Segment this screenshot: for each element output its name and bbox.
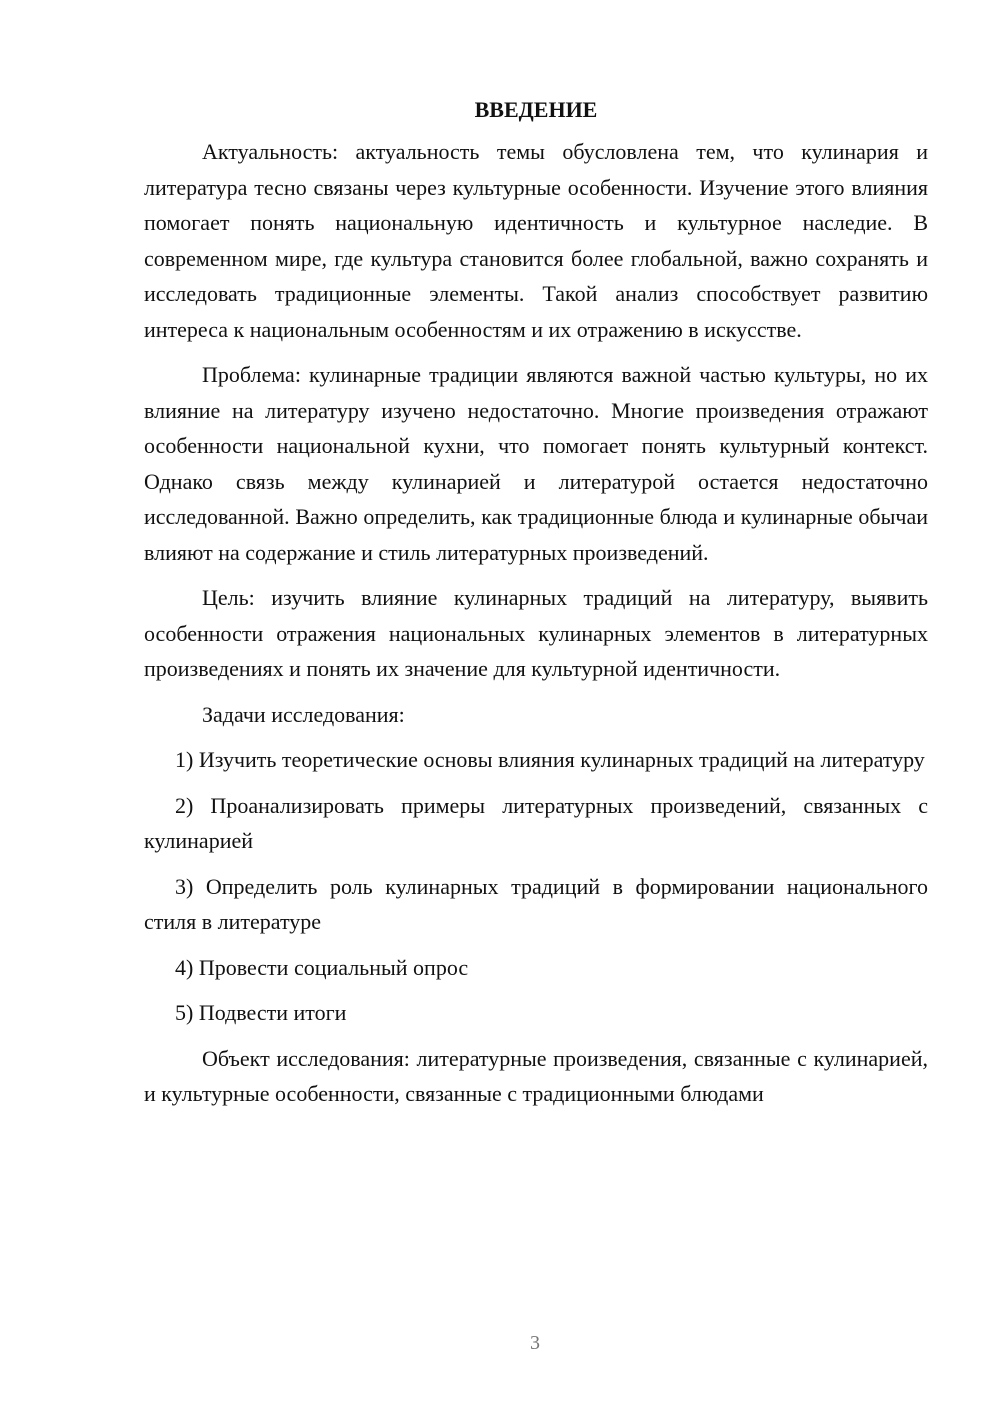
document-page	[144, 90, 928, 1122]
task-item-5: 5) Подвести итоги	[175, 1000, 347, 1025]
task-item-2: 2) Проанализировать примеры литературных произведений, связанных с кулинарией	[144, 792, 928, 853]
tasks-heading: Задачи исследования:	[202, 701, 405, 727]
paragraph-object: Объект исследования: литературные произведения, связанные с кулинарией, и культурные особенности, связанные с традиционными блюдами	[144, 1045, 928, 1106]
page-number: 3	[530, 1332, 540, 1354]
paragraph-relevance: Актуальность: актуальность темы обусловлена тем, что кулинария и литература тесно связаны через культурные особенности. Изучение этого влияния помогает понять национальную идентичность и культурное наследие. В современном мире, где культура становится более глобальной, важно сохранять и исследовать традиционные элементы. Такой анализ способствует развитию интереса к национальным особенностям и их отражению в искусстве.	[144, 139, 928, 342]
section-title: ВВЕДЕНИЕ	[474, 97, 598, 122]
task-item-3: 3) Определить роль кулинарных традиций в формировании национального стиля в литературе	[144, 873, 928, 934]
task-item-4: 4) Провести социальный опрос	[175, 954, 469, 980]
paragraph-problem: Проблема: кулинарные традиции являются важной частью культуры, но их влияние на литературу изучено недостаточно. Многие произведения отражают особенности национальной кухни, что помогает понять культурный контекст. Однако связь между кулинарией и литературой остается недостаточно исследованной. Важно определить, как традиционные блюда и кулинарные обычаи влияют на содержание и стиль литературных произведений.	[144, 362, 928, 565]
paragraph-goal: Цель: изучить влияние кулинарных традиций на литературу, выявить особенности отражения национальных кулинарных элементов в литературных произведениях и понять их значение для культурной идентичности.	[144, 585, 928, 681]
task-item-1: 1) Изучить теоретические основы влияния кулинарных традиций на литературу	[175, 747, 925, 772]
